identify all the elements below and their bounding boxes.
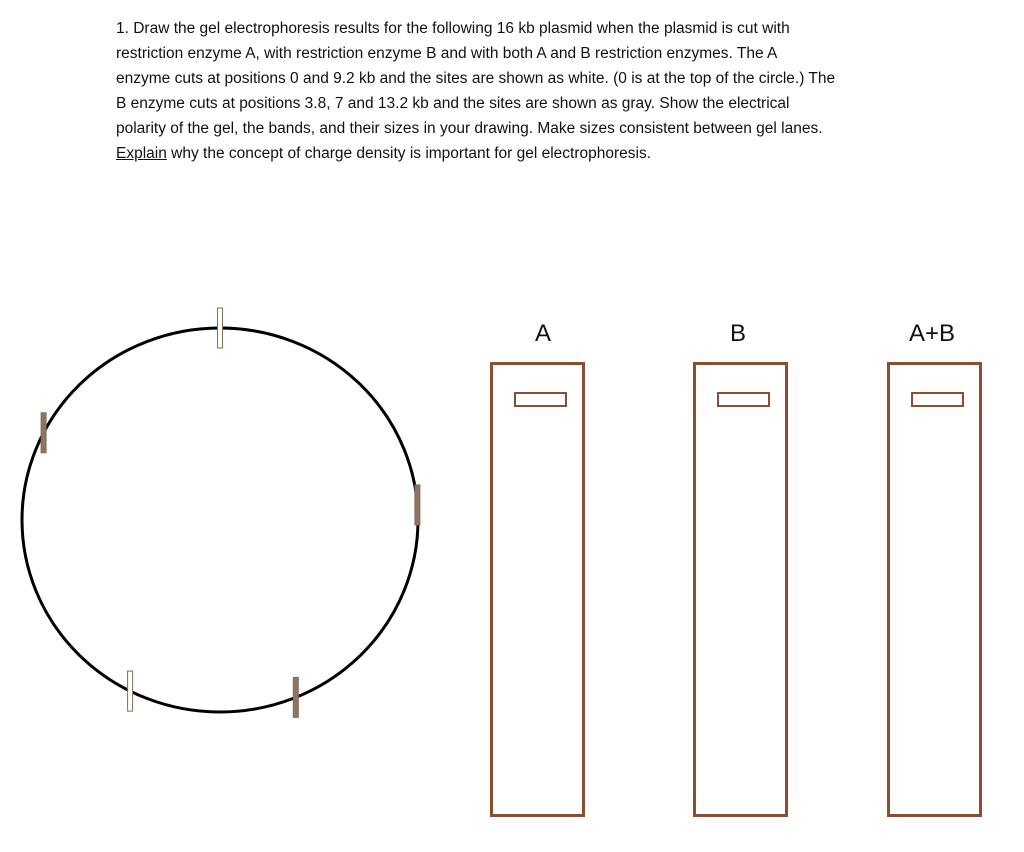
lane-label-b: B <box>729 320 746 347</box>
question-line-3: enzyme cuts at positions 0 and 9.2 kb and the sites are shown as white. (0 is at the top of the circle.) The <box>116 70 836 87</box>
gel-lane-a-plus-b <box>887 362 982 817</box>
enzyme-b-site-marker <box>293 677 298 717</box>
question-line-6 <box>116 141 946 166</box>
lane-label-a: A <box>534 320 551 347</box>
lane-label-a-plus-b: A+B <box>908 320 956 347</box>
plasmid-diagram <box>0 290 440 730</box>
question-text <box>116 16 946 166</box>
question-line-1: 1. Draw the gel electrophoresis results for the following 16 kb plasmid when the plasmid is cut with <box>116 20 790 37</box>
question-line-2: restriction enzyme A, with restriction enzyme B and with both A and B restriction enzymes. The A <box>116 45 778 62</box>
question-line-5: polarity of the gel, the bands, and their sizes in your drawing. Make sizes consistent between gel lanes. <box>116 120 823 137</box>
question-line-6-rest: why the concept of charge density is important for gel electrophoresis. <box>166 145 652 162</box>
explain-underlined-word: Explain <box>116 145 167 162</box>
gel-well-a-plus-b <box>911 392 964 407</box>
enzyme-a-site-marker <box>128 671 133 711</box>
gel-lane-a <box>490 362 585 817</box>
enzyme-b-site-marker <box>415 485 420 525</box>
gel-well-a <box>514 392 567 407</box>
question-line-4: B enzyme cuts at positions 3.8, 7 and 13.2 kb and the sites are shown as gray. Show the electrical <box>116 95 790 112</box>
enzyme-a-site-marker <box>218 308 223 348</box>
gel-well-b <box>717 392 770 407</box>
enzyme-b-site-marker <box>41 413 46 453</box>
gel-lane-b <box>693 362 788 817</box>
plasmid-circle <box>22 328 418 712</box>
